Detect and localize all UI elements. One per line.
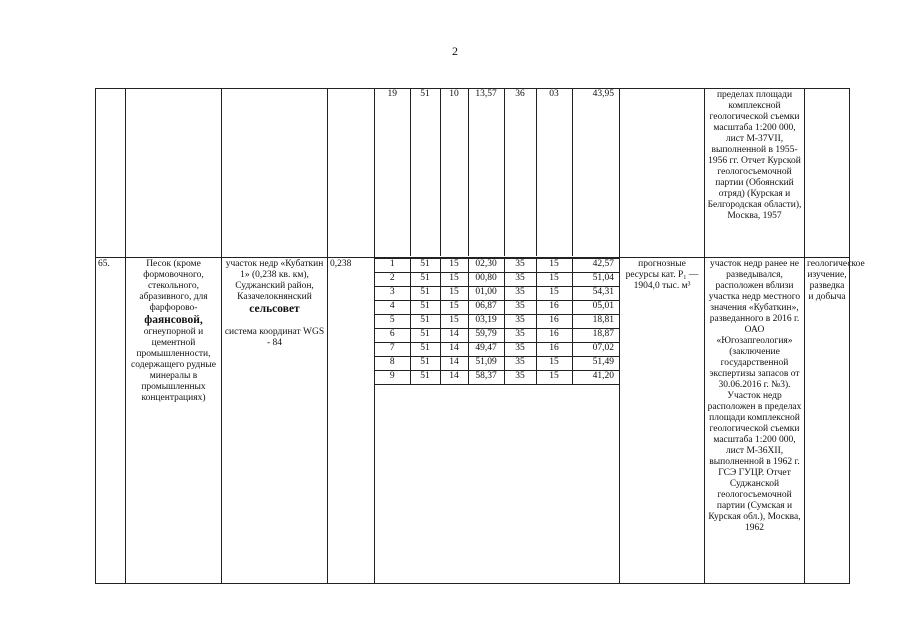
location-cell bbox=[222, 258, 328, 584]
lon-sec: 07,02 bbox=[572, 343, 620, 357]
point-number: 2 bbox=[375, 273, 410, 287]
lon-sec: 18,81 bbox=[572, 315, 620, 329]
lon-min: 15 bbox=[536, 357, 572, 371]
coordinate-system: система координат WGS - 84 bbox=[224, 327, 325, 348]
lon-sec: 05,01 bbox=[572, 301, 620, 315]
lat-min: 14 bbox=[440, 371, 468, 385]
notes-cell: участок недр ранее не разведывался, расположен вблизи участка недр местного значения «Кубаткин», разведанного в 2016 г. ОАО «Югозапгеология» (заключение государственной экспертизы запасов от 30.06.2016 г. №3). Участок недр расположен в пределах площади комплексной геологической съемки масштаба 1:200 000, лист М-36XII, выполненной в 1962 г. ГСЭ ГУЦР. Отчет Суджанской геологосъемочной партии (Сумская и Курская обл.), Москва, 1962 bbox=[705, 258, 805, 584]
lon-min: 03 bbox=[536, 89, 572, 102]
row-number-cell: 65. bbox=[96, 258, 126, 584]
coordinate-row bbox=[375, 315, 620, 329]
lon-sec: 51,04 bbox=[572, 273, 620, 287]
lat-min: 15 bbox=[440, 259, 468, 273]
lon-min: 15 bbox=[536, 287, 572, 301]
lat-deg: 51 bbox=[410, 329, 440, 343]
lat-deg: 51 bbox=[410, 273, 440, 287]
lat-deg: 51 bbox=[410, 89, 440, 102]
lat-deg: 51 bbox=[410, 315, 440, 329]
lon-min: 16 bbox=[536, 315, 572, 329]
coordinate-row bbox=[375, 357, 620, 371]
coordinate-row bbox=[375, 287, 620, 301]
lon-deg: 35 bbox=[504, 259, 536, 273]
lon-deg: 35 bbox=[504, 315, 536, 329]
register-table bbox=[95, 88, 865, 584]
lon-min: 15 bbox=[536, 273, 572, 287]
lon-deg: 36 bbox=[504, 89, 536, 102]
lat-min: 10 bbox=[440, 89, 468, 102]
table-row bbox=[96, 89, 850, 258]
point-number: 7 bbox=[375, 343, 410, 357]
lat-deg: 51 bbox=[410, 343, 440, 357]
coordinate-row bbox=[375, 343, 620, 357]
lat-min: 14 bbox=[440, 329, 468, 343]
lat-deg: 51 bbox=[410, 259, 440, 273]
lat-sec: 02,30 bbox=[468, 259, 504, 273]
lon-sec: 43,95 bbox=[572, 89, 620, 102]
lat-min: 15 bbox=[440, 301, 468, 315]
lat-sec: 51,09 bbox=[468, 357, 504, 371]
lat-sec: 00,80 bbox=[468, 273, 504, 287]
page-number: 2 bbox=[452, 44, 458, 58]
coordinate-row bbox=[375, 273, 620, 287]
lon-deg: 35 bbox=[504, 371, 536, 385]
coordinates-table bbox=[375, 258, 620, 385]
lat-min: 14 bbox=[440, 357, 468, 371]
coordinate-row bbox=[375, 89, 620, 102]
coordinate-row bbox=[375, 259, 620, 273]
lat-sec: 03,19 bbox=[468, 315, 504, 329]
resources-cell: прогнозные ресурсы кат. P₁ — 1904,0 тыс. м³ bbox=[620, 258, 705, 584]
lon-sec: 18,87 bbox=[572, 329, 620, 343]
lat-min: 15 bbox=[440, 315, 468, 329]
point-number: 9 bbox=[375, 371, 410, 385]
area-cell bbox=[328, 89, 375, 258]
lon-sec: 51,49 bbox=[572, 357, 620, 371]
coordinates-cell bbox=[375, 89, 620, 258]
resources-cell bbox=[620, 89, 705, 258]
coordinate-row bbox=[375, 301, 620, 315]
lon-min: 16 bbox=[536, 343, 572, 357]
lon-deg: 35 bbox=[504, 329, 536, 343]
lat-deg: 51 bbox=[410, 371, 440, 385]
lat-sec: 06,87 bbox=[468, 301, 504, 315]
mineral-text: Песок (кроме формовочного, стекольного, абразивного, для фарфорово- bbox=[139, 259, 208, 313]
mineral-cell bbox=[126, 258, 222, 584]
lon-deg: 35 bbox=[504, 301, 536, 315]
notes-cell: пределах площади комплексной геологической съемки масштаба 1:200 000, лист М-37VII, выполненной в 1955-1956 гг. Отчет Курской геологосъемочной партии (Обоянский отряд) (Курская и Белгородская области), Москва, 1957 bbox=[705, 89, 805, 258]
point-number: 4 bbox=[375, 301, 410, 315]
lat-min: 15 bbox=[440, 287, 468, 301]
lon-sec: 41,20 bbox=[572, 371, 620, 385]
location-text-emphasis: сельсовет bbox=[249, 303, 300, 315]
coordinate-row bbox=[375, 329, 620, 343]
lat-min: 14 bbox=[440, 343, 468, 357]
point-number: 1 bbox=[375, 259, 410, 273]
lon-min: 16 bbox=[536, 329, 572, 343]
coordinates-cell bbox=[375, 258, 620, 584]
mineral-text-rest: огнеупорной и цементной промышленности, содержащего рудные минералы в промышленных концентрациях) bbox=[131, 327, 216, 403]
lat-deg: 51 bbox=[410, 287, 440, 301]
lat-sec: 59,79 bbox=[468, 329, 504, 343]
lon-deg: 35 bbox=[504, 287, 536, 301]
lon-sec: 54,31 bbox=[572, 287, 620, 301]
mineral-text-emphasis: фаянсовой, bbox=[144, 314, 203, 326]
lat-deg: 51 bbox=[410, 357, 440, 371]
point-number: 19 bbox=[387, 89, 397, 99]
location-cell bbox=[222, 89, 328, 258]
coordinates-table bbox=[375, 89, 620, 256]
lon-deg: 35 bbox=[504, 343, 536, 357]
area-cell: 0,238 bbox=[328, 258, 375, 584]
point-number: 8 bbox=[375, 357, 410, 371]
lon-min: 15 bbox=[536, 371, 572, 385]
row-number-cell bbox=[96, 89, 126, 258]
coordinate-row bbox=[375, 371, 620, 385]
lon-min: 15 bbox=[536, 259, 572, 273]
lat-deg: 51 bbox=[410, 301, 440, 315]
point-number: 6 bbox=[375, 329, 410, 343]
table-row bbox=[96, 258, 850, 584]
lat-sec: 01,00 bbox=[468, 287, 504, 301]
purpose-cell: геологическое изучение, разведка и добыча bbox=[805, 258, 850, 584]
lon-deg: 35 bbox=[504, 273, 536, 287]
lon-deg: 35 bbox=[504, 357, 536, 371]
lat-sec: 13,57 bbox=[468, 89, 504, 102]
location-text: участок недр «Кубаткин 1» (0,238 кв. км), Суджанский район, Казачелокнянский bbox=[225, 259, 324, 302]
point-number: 5 bbox=[375, 315, 410, 329]
mineral-cell bbox=[126, 89, 222, 258]
lon-sec: 42,57 bbox=[572, 259, 620, 273]
point-number: 3 bbox=[375, 287, 410, 301]
lat-sec: 49,47 bbox=[468, 343, 504, 357]
lat-sec: 58,37 bbox=[468, 371, 504, 385]
purpose-cell bbox=[805, 89, 850, 258]
lon-min: 16 bbox=[536, 301, 572, 315]
lat-min: 15 bbox=[440, 273, 468, 287]
